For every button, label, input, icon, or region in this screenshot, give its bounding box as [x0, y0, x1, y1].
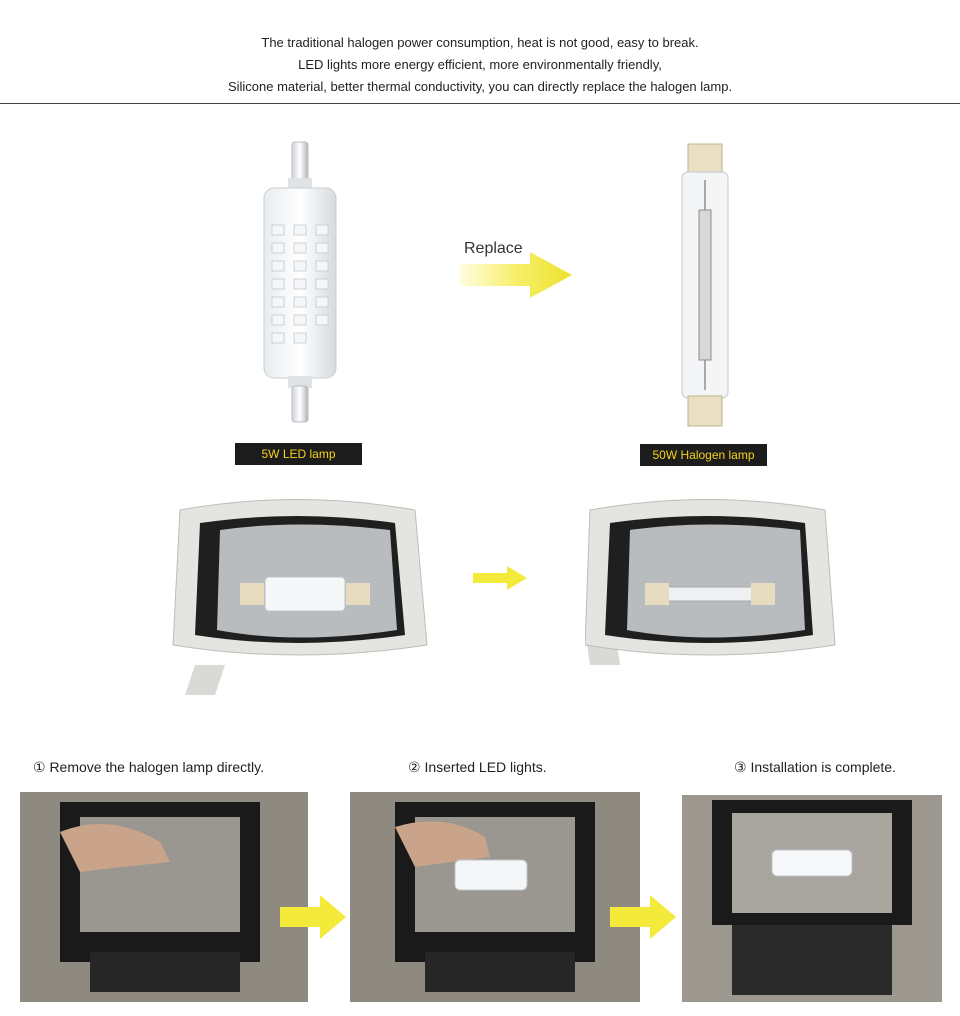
step-2-caption: ② Inserted LED lights. [408, 759, 547, 775]
halogen-lamp-label: 50W Halogen lamp [640, 444, 767, 466]
led-lamp-label: 5W LED lamp [235, 443, 362, 465]
step-2-photo [350, 792, 640, 1002]
floodlight-halogen-image [585, 495, 850, 695]
step-3-photo [682, 795, 942, 1002]
floodlight-led-image [165, 495, 430, 695]
intro-line-3: Silicone material, better thermal conductivity, you can directly replace the halogen lamp. [227, 79, 733, 94]
intro-line-1: The traditional halogen power consumption, heat is not good, easy to break. [261, 35, 699, 50]
arrow-right-icon [280, 895, 348, 940]
divider [0, 103, 960, 104]
led-lamp-image [250, 140, 350, 425]
step-1-caption: ① Remove the halogen lamp directly. [33, 759, 264, 775]
step-1-photo [20, 792, 308, 1002]
intro-text [0, 32, 960, 98]
arrow-right-icon [473, 565, 528, 591]
step-3-caption: ③ Installation is complete. [734, 759, 896, 775]
arrow-right-icon [460, 250, 575, 300]
replace-label: Replace [464, 240, 523, 257]
intro-line-2: LED lights more energy efficient, more environmentally friendly, [298, 57, 662, 72]
halogen-lamp-image [670, 140, 740, 430]
arrow-right-icon [610, 895, 678, 940]
